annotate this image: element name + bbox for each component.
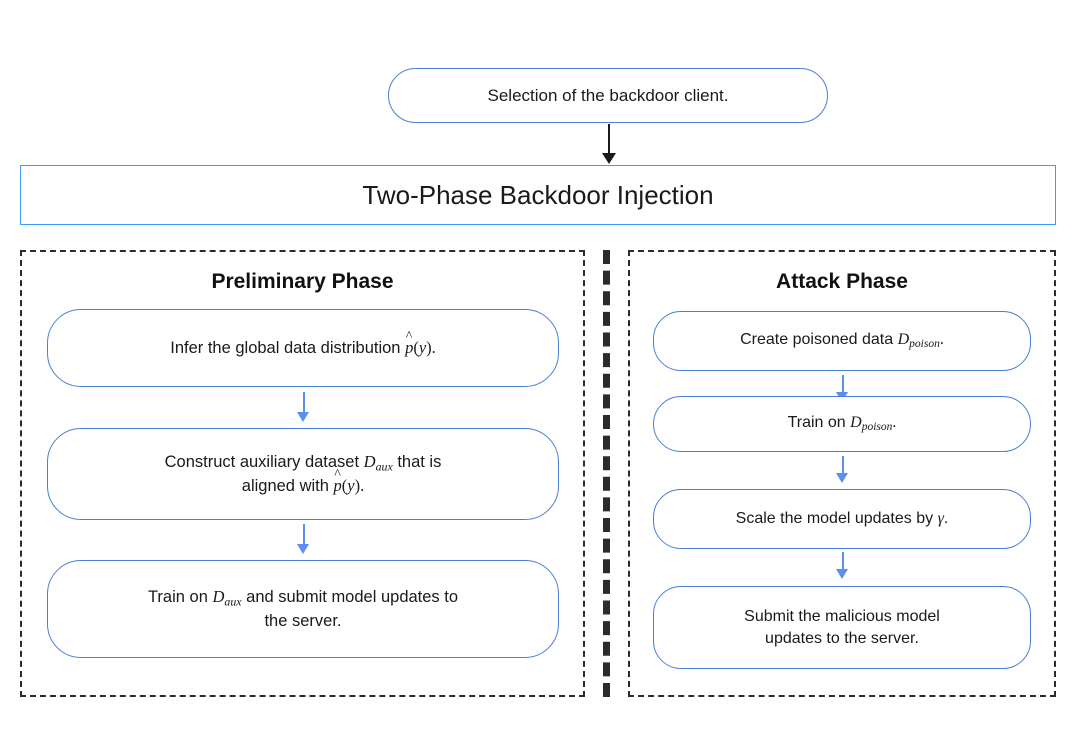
banner-label: Two-Phase Backdoor Injection	[362, 179, 714, 210]
arrow-head	[836, 569, 848, 579]
node-create-poisoned-data	[653, 311, 1031, 371]
arrow-shaft	[842, 375, 844, 392]
arrow-shaft	[842, 456, 844, 473]
arrow-shaft	[842, 552, 844, 569]
arrow-head	[297, 412, 309, 422]
node-submit-malicious-updates	[653, 586, 1031, 669]
node-submit-malicious-updates-label: Submit the malicious model updates to the server.	[744, 607, 940, 647]
phase-title-attack: Attack Phase	[776, 270, 908, 293]
node-scale-model-updates-label: Scale the model updates by γ.	[735, 510, 949, 528]
node-train-auxiliary-submit-label: Train on $D_{aux}$ and submit model updates to the server.	[147, 587, 459, 630]
node-scale-model-updates	[653, 489, 1031, 549]
node-infer-distribution-label: Infer the global data distribution p ^(y).	[170, 337, 436, 359]
arrow-shaft	[303, 524, 305, 544]
banner-two-phase-backdoor-injection	[20, 165, 1056, 225]
node-train-on-poisoned	[653, 396, 1031, 452]
phase-divider	[603, 250, 610, 697]
arrow-shaft	[608, 124, 610, 153]
arrow-head	[836, 473, 848, 483]
node-create-poisoned-data-label: Create poisoned data $D_{poison}$.	[740, 331, 944, 351]
arrow-head	[297, 544, 309, 554]
node-infer-distribution	[47, 309, 559, 387]
arrow-head	[602, 153, 616, 164]
node-train-on-poisoned-label: Train on $D_{poison}$.	[787, 414, 897, 434]
node-train-auxiliary-submit	[47, 560, 559, 658]
node-construct-auxiliary-dataset	[47, 428, 559, 520]
phase-title-preliminary: Preliminary Phase	[211, 270, 394, 293]
arrow-shaft	[303, 392, 305, 412]
node-construct-auxiliary-dataset-label: Construct auxiliary dataset $D_{aux}$ that is aligned with p ^(y).	[165, 451, 442, 497]
node-selection-backdoor-client	[388, 68, 828, 123]
node-selection-backdoor-client-label: Selection of the backdoor client.	[487, 85, 729, 105]
